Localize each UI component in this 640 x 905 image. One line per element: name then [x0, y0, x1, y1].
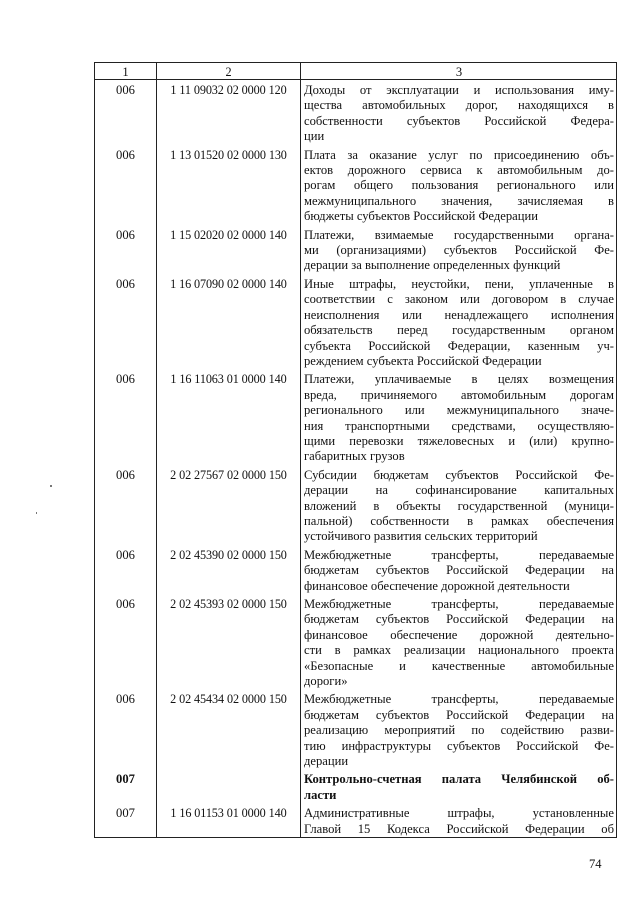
description-line: щества автомобильных дорог, находящихся в	[304, 98, 614, 113]
description-line: ции	[304, 129, 325, 144]
description-lines	[304, 83, 614, 145]
description-line: дороги»	[304, 674, 348, 689]
header-row	[95, 63, 617, 80]
description-line: ния транспортными средствами, осуществляю-	[304, 418, 614, 433]
description-lines	[304, 148, 614, 225]
admin-code-cell: 006	[95, 465, 157, 545]
description-line: Административные штрафы, установленные	[304, 806, 614, 821]
table-row	[95, 145, 617, 225]
description-line: соответствии с законом или договором в случае	[304, 292, 614, 307]
description-line: регионального или межмуниципального значе-	[304, 403, 614, 418]
description-line: дерации	[304, 754, 349, 769]
scan-speck	[50, 485, 52, 487]
kbk-code-cell: 1 16 01153 01 0000 140	[157, 803, 301, 837]
page-number: 74	[589, 857, 602, 871]
description-cell	[301, 369, 617, 464]
description-lines	[304, 806, 614, 837]
kbk-code-cell: 1 16 11063 01 0000 140	[157, 369, 301, 464]
table-row	[95, 803, 617, 837]
description-line: Доходы от эксплуатации и использования иму-	[304, 83, 614, 97]
description-line: финансовое обеспечение дорожной деятельно-	[304, 627, 614, 642]
description-line: неисполнения или ненадлежащего исполнения	[304, 307, 614, 322]
description-line: Контрольно-счетная палата Челябинской об-	[304, 772, 614, 787]
description-cell	[301, 465, 617, 545]
description-line: реализацию мероприятий по содействию разви-	[304, 723, 614, 738]
description-line: сти в рамках реализации национального проекта	[304, 643, 614, 658]
admin-code-cell: 006	[95, 369, 157, 464]
admin-code-cell: 007	[95, 769, 157, 803]
kbk-code-cell: 1 16 07090 02 0000 140	[157, 274, 301, 369]
description-line: дерации за выполнение определенных функций	[304, 258, 561, 273]
description-lines	[304, 372, 614, 464]
description-line: обязательств перед государственным органом	[304, 323, 614, 338]
description-line: Плата за оказание услуг по присоединению объ-	[304, 147, 614, 162]
description-line: ласти	[304, 787, 337, 802]
table-row	[95, 689, 617, 769]
description-line: щими перевозки тяжеловесных и (или) крупно-	[304, 433, 614, 448]
description-line: габаритных грузов	[304, 449, 405, 464]
description-lines	[304, 772, 614, 803]
budget-codes-table	[94, 62, 617, 838]
description-line: Главой 15 Кодекса Российской Федерации об	[304, 821, 614, 836]
description-line: межмуниципального значения, зачисляемая в	[304, 193, 614, 208]
column-header-3: 3	[301, 63, 617, 80]
admin-code-cell: 006	[95, 545, 157, 594]
description-line: реждением субъекта Российской Федерации	[304, 353, 542, 368]
admin-code-cell: 006	[95, 594, 157, 689]
description-line: Межбюджетные трансферты, передаваемые	[304, 547, 614, 562]
table-row	[95, 369, 617, 464]
kbk-code-cell: 1 13 01520 02 0000 130	[157, 145, 301, 225]
admin-code-cell: 006	[95, 225, 157, 274]
scan-speck	[36, 512, 37, 514]
description-line: вреда, причиняемого автомобильным дорогам	[304, 387, 614, 402]
description-line: Межбюджетные трансферты, передаваемые	[304, 692, 614, 707]
kbk-code-cell: 1 15 02020 02 0000 140	[157, 225, 301, 274]
description-lines	[304, 548, 614, 594]
description-line: «Безопасные и качественные автомобильные	[304, 658, 614, 673]
description-line: субъекта Российской Федерации, казенным уч-	[304, 338, 614, 353]
description-cell	[301, 803, 617, 837]
kbk-code-cell	[157, 769, 301, 803]
description-lines	[304, 468, 614, 545]
description-lines	[304, 228, 614, 274]
description-cell	[301, 274, 617, 369]
description-line: ми (организациями) субъектов Российской Фе-	[304, 243, 614, 258]
description-cell	[301, 769, 617, 803]
description-line: Платежи, уплачиваемые в целях возмещения	[304, 372, 614, 387]
description-line: устойчивого развития сельских территорий	[304, 529, 538, 544]
description-line: тию инфраструктуры субъектов Российской Фе-	[304, 738, 614, 753]
admin-code-cell: 006	[95, 689, 157, 769]
description-cell	[301, 689, 617, 769]
table-row	[95, 80, 617, 145]
description-cell	[301, 225, 617, 274]
description-line: бюджетам субъектов Российской Федерации на	[304, 612, 614, 627]
description-cell	[301, 594, 617, 689]
table-row	[95, 274, 617, 369]
description-cell	[301, 145, 617, 225]
admin-code-cell: 006	[95, 145, 157, 225]
description-lines	[304, 692, 614, 769]
kbk-code-cell: 2 02 45393 02 0000 150	[157, 594, 301, 689]
description-line: Платежи, взимаемые государственными органа-	[304, 227, 614, 242]
description-line: пальной) собственности в рамках обеспечения	[304, 513, 614, 528]
description-line: собственности субъектов Российской Федера-	[304, 113, 614, 128]
description-line: вложений в объекты государственной (муници-	[304, 498, 614, 513]
description-line: рогам общего пользования регионального или	[304, 178, 614, 193]
admin-code-cell: 006	[95, 274, 157, 369]
description-line: бюджетам субъектов Российской Федерации на	[304, 707, 614, 722]
table-row	[95, 465, 617, 545]
description-lines	[304, 597, 614, 689]
table-row	[95, 594, 617, 689]
table-header	[95, 63, 617, 80]
admin-code-cell: 007	[95, 803, 157, 837]
table-body	[95, 80, 617, 838]
description-line: Межбюджетные трансферты, передаваемые	[304, 597, 614, 611]
description-line: ектов дорожного сервиса к автомобильным до-	[304, 163, 614, 178]
description-line: Субсидии бюджетам субъектов Российской Фе-	[304, 467, 614, 482]
description-cell	[301, 545, 617, 594]
description-line: бюджеты субъектов Российской Федерации	[304, 209, 538, 224]
admin-code-cell: 006	[95, 80, 157, 145]
table-row	[95, 769, 617, 803]
column-header-2: 2	[157, 63, 301, 80]
description-line: дерации на софинансирование капитальных	[304, 483, 614, 498]
description-cell	[301, 80, 617, 145]
description-line: бюджетам субъектов Российской Федерации на	[304, 563, 614, 578]
table-row	[95, 225, 617, 274]
kbk-code-cell: 2 02 45390 02 0000 150	[157, 545, 301, 594]
column-header-1: 1	[95, 63, 157, 80]
table-row	[95, 545, 617, 594]
description-lines	[304, 277, 614, 369]
kbk-code-cell: 2 02 27567 02 0000 150	[157, 465, 301, 545]
kbk-code-cell: 1 11 09032 02 0000 120	[157, 80, 301, 145]
description-line: Иные штрафы, неустойки, пени, уплаченные в	[304, 276, 614, 291]
description-line: финансовое обеспечение дорожной деятельности	[304, 578, 570, 593]
kbk-code-cell: 2 02 45434 02 0000 150	[157, 689, 301, 769]
